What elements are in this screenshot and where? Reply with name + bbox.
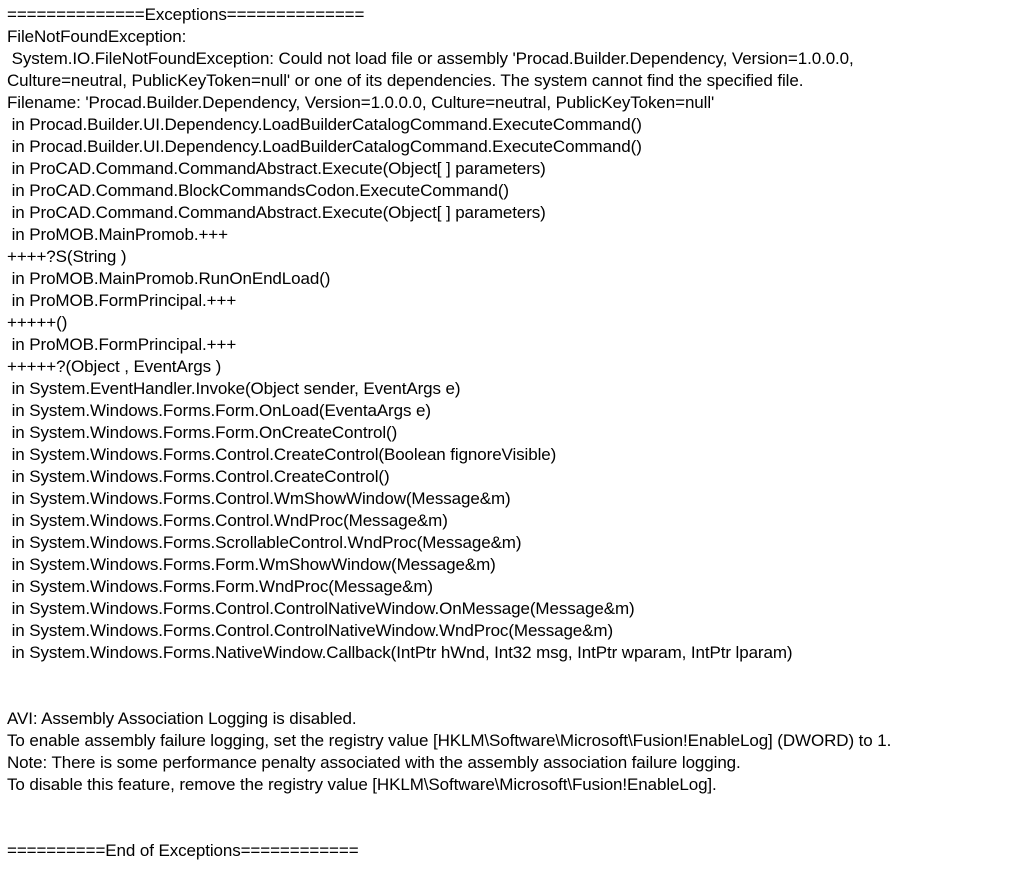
stack-trace-line: in System.Windows.Forms.Form.WmShowWindow(Message&m)	[7, 555, 496, 574]
stack-trace-line: in System.Windows.Forms.Form.WndProc(Message&m)	[7, 577, 433, 596]
stack-trace-line: in System.EventHandler.Invoke(Object sender, EventArgs e)	[7, 379, 461, 398]
stack-trace-line: in System.Windows.Forms.Form.OnLoad(EventaArgs e)	[7, 401, 431, 420]
stack-trace-line: in System.Windows.Forms.Form.OnCreateControl()	[7, 423, 398, 442]
blank-line	[7, 664, 1025, 686]
stack-trace-line: in System.Windows.Forms.Control.WmShowWindow(Message&m)	[7, 489, 511, 508]
logging-note-line: To enable assembly failure logging, set the registry value [HKLM\Software\Microsoft\Fusion!EnableLog] (DWORD) to 1.	[7, 731, 892, 750]
stack-trace-line: ++++?S(String )	[7, 247, 127, 266]
stack-trace-line: in ProMOB.MainPromob.+++	[7, 225, 228, 244]
stack-trace-line: in ProMOB.FormPrincipal.+++	[7, 291, 237, 310]
exceptions-header: ==============Exceptions==============	[7, 5, 365, 24]
blank-line	[7, 818, 1025, 840]
stack-trace-line: in Procad.Builder.UI.Dependency.LoadBuilderCatalogCommand.ExecuteCommand()	[7, 115, 642, 134]
blank-line	[7, 686, 1025, 708]
exception-message-line: Culture=neutral, PublicKeyToken=null' or one of its dependencies. The system cannot find the specified file.	[7, 71, 804, 90]
stack-trace-line: in System.Windows.Forms.Control.CreateControl()	[7, 467, 390, 486]
logging-note-line: To disable this feature, remove the registry value [HKLM\Software\Microsoft\Fusion!EnableLog].	[7, 775, 717, 794]
logging-note-line: AVI: Assembly Association Logging is disabled.	[7, 709, 357, 728]
stack-trace-line: in System.Windows.Forms.Control.ControlNativeWindow.WndProc(Message&m)	[7, 621, 614, 640]
logging-note-line: Note: There is some performance penalty associated with the assembly association failure logging.	[7, 753, 741, 772]
stack-trace-line: +++++()	[7, 313, 68, 332]
stack-trace-line: +++++?(Object , EventArgs )	[7, 357, 222, 376]
stack-trace-line: in ProCAD.Command.BlockCommandsCodon.ExecuteCommand()	[7, 181, 509, 200]
exception-title: FileNotFoundException:	[7, 27, 187, 46]
blank-line	[7, 796, 1025, 818]
stack-trace-line: in ProMOB.MainPromob.RunOnEndLoad()	[7, 269, 331, 288]
stack-trace-line: in ProCAD.Command.CommandAbstract.Execute(Object[ ] parameters)	[7, 203, 546, 222]
exception-filename-line: Filename: 'Procad.Builder.Dependency, Version=1.0.0.0, Culture=neutral, PublicKeyToken=null'	[7, 93, 715, 112]
stack-trace-line: in System.Windows.Forms.Control.ControlNativeWindow.OnMessage(Message&m)	[7, 599, 635, 618]
stack-trace-line: in System.Windows.Forms.ScrollableControl.WndProc(Message&m)	[7, 533, 522, 552]
stack-trace-line: in System.Windows.Forms.Control.WndProc(Message&m)	[7, 511, 448, 530]
stack-trace-line: in ProMOB.FormPrincipal.+++	[7, 335, 237, 354]
stack-trace-line: in System.Windows.Forms.NativeWindow.Callback(IntPtr hWnd, Int32 msg, IntPtr wparam, IntPtr lparam)	[7, 643, 793, 662]
exceptions-footer: ==========End of Exceptions============	[7, 841, 359, 860]
stack-trace-line: in System.Windows.Forms.Control.CreateControl(Boolean fignoreVisible)	[7, 445, 557, 464]
stack-trace-line: in ProCAD.Command.CommandAbstract.Execute(Object[ ] parameters)	[7, 159, 546, 178]
stack-trace-line: in Procad.Builder.UI.Dependency.LoadBuilderCatalogCommand.ExecuteCommand()	[7, 137, 642, 156]
exception-log	[7, 4, 1025, 862]
exception-message-line: System.IO.FileNotFoundException: Could not load file or assembly 'Procad.Builder.Dependency, Version=1.0.0.0,	[7, 49, 854, 68]
